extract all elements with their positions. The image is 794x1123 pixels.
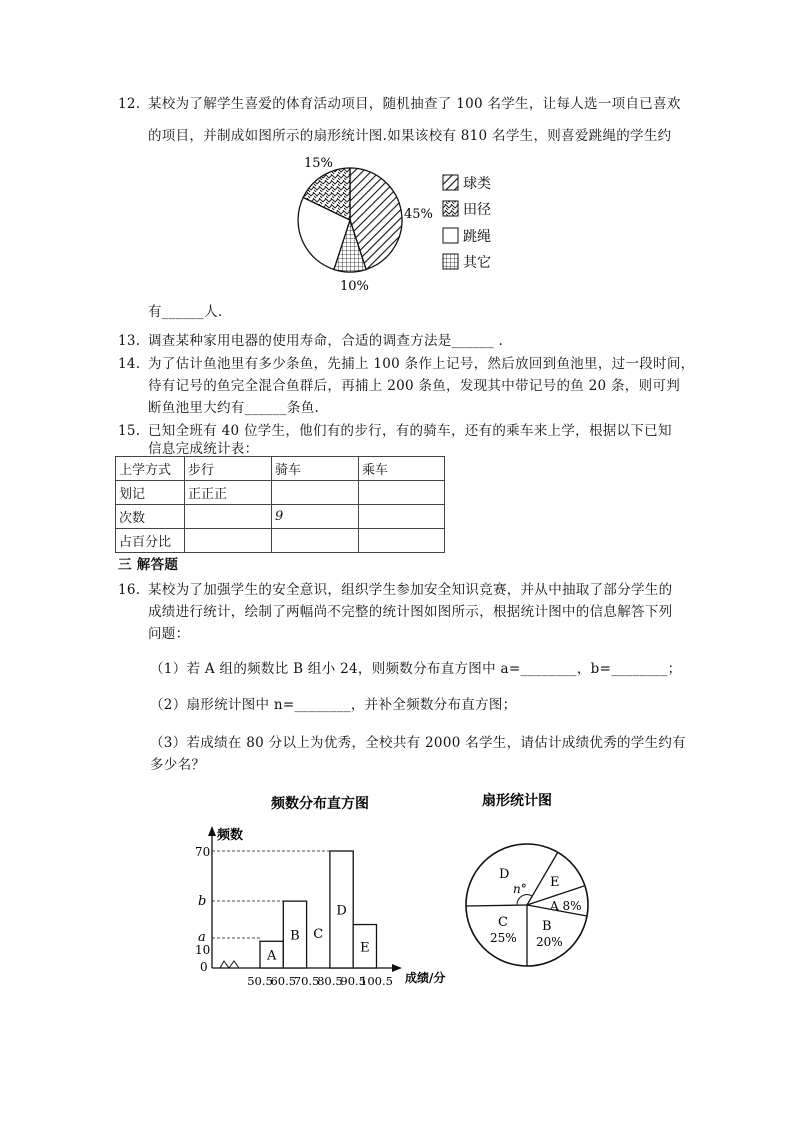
legend-label-other: 其它 — [463, 255, 491, 271]
x-axis-label: 成绩/分 — [405, 971, 446, 985]
table-cell — [359, 529, 445, 553]
table-cell: 划记 — [116, 481, 185, 505]
q14-line-2: 待有记号的鱼完全混合鱼群后，再捕上 200 条鱼，发现其中带记号的鱼 20 条，则可判 — [148, 378, 681, 394]
table-cell — [359, 505, 445, 529]
table-cell: 次数 — [116, 505, 185, 529]
table-row — [116, 481, 445, 505]
q14-number: 14. — [118, 356, 141, 372]
pie-label-45: 45% — [404, 207, 433, 222]
table-cell — [359, 481, 445, 505]
x-tick-label: 90.5 — [340, 974, 367, 988]
q13-number: 13. — [118, 333, 141, 349]
q14-line-3: 断鱼池里大约有______条鱼. — [148, 400, 320, 416]
x-tick-label: 80.5 — [317, 974, 343, 988]
x-axis-break — [220, 961, 239, 968]
pie2-label-B-pct: 20% — [536, 935, 563, 949]
histogram-bar-label-C: C — [313, 927, 324, 942]
q12-line-2: 的项目，并制成如图所示的扇形统计图.如果该校有 810 名学生，则喜爱跳绳的学生约 — [148, 128, 672, 144]
table-cell — [272, 481, 359, 505]
pie-label-10: 10% — [340, 279, 369, 294]
frequency-histogram — [190, 790, 465, 990]
table-cell — [185, 529, 272, 553]
q12-line-3: 有______人. — [148, 304, 223, 320]
table-cell: 正正正 — [185, 481, 272, 505]
pie-label-15: 15% — [304, 156, 333, 171]
q15-line-2: 信息完成统计表： — [148, 441, 259, 457]
x-tick-label: 60.5 — [270, 974, 297, 988]
histogram-bar-label-E: E — [360, 940, 370, 956]
pie2-label-C-pct: 25% — [490, 931, 517, 945]
legend-label-track: 田径 — [463, 202, 491, 218]
y-axis-arrow — [208, 826, 216, 836]
y-axis-label: 频数 — [217, 828, 244, 843]
q16-line-3: 问题： — [148, 626, 190, 642]
table-cell: 上学方式 — [116, 457, 185, 481]
q15-number: 15. — [118, 423, 141, 439]
q16-number: 16. — [118, 582, 141, 598]
histogram-bar-label-A: A — [266, 948, 277, 964]
y-tick-b: b — [198, 894, 207, 909]
legend-swatch-ball — [443, 175, 458, 190]
x-tick-label: 70.5 — [293, 974, 320, 988]
x-axis-arrow — [392, 964, 402, 972]
table-cell: 步行 — [185, 457, 272, 481]
histogram-bar-label-D: D — [336, 903, 347, 919]
table-cell: 9 — [272, 505, 359, 529]
table-cell — [272, 529, 359, 553]
q16-part-1: （1）若 A 组的频数比 B 组小 24，则频数分布直方图中 a=________，b=________； — [150, 661, 682, 677]
q12-number: 12. — [118, 96, 141, 112]
q14-line-1: 为了估计鱼池里有多少条鱼，先捕上 100 条作上记号，然后放回到鱼池里，过一段时间， — [148, 356, 695, 372]
y-tick-a: a — [198, 930, 206, 945]
section-heading: 三 解答题 — [118, 557, 179, 573]
q12-line-1: 某校为了解学生喜爱的体育活动项目，随机抽查了 100 名学生，让每人选一项自已喜欢 — [148, 96, 681, 112]
legend-swatch-track — [443, 201, 458, 216]
y-tick-0: 0 — [200, 960, 208, 974]
pie2-label-n: n° — [513, 882, 527, 896]
pie2-label-D: D — [499, 867, 510, 882]
table-cell: 乘车 — [359, 457, 445, 481]
histogram-title: 频数分布直方图 — [271, 796, 369, 812]
table-row — [116, 457, 445, 481]
y-tick-70: 70 — [195, 845, 211, 859]
pie2-label-C: C — [498, 915, 508, 930]
q16-part-3-line-2: 多少名？ — [150, 757, 206, 773]
q16-part-3-line-1: （3）若成绩在 80 分以上为优秀，全校共有 2000 名学生，请估计成绩优秀的学生约有 — [150, 735, 686, 751]
x-tick-label: 50.5 — [247, 974, 273, 988]
sector-pie-chart — [455, 785, 605, 985]
pie-chart-sports — [290, 150, 520, 295]
pie2-title: 扇形统计图 — [482, 793, 552, 809]
legend-label-ball: 球类 — [463, 176, 491, 192]
pie2-label-A: A 8% — [550, 899, 582, 913]
legend-label-rope: 跳绳 — [463, 229, 491, 245]
legend-swatch-rope — [443, 228, 458, 243]
q16-line-2: 成绩进行统计，绘制了两幅尚不完整的统计图如图所示，根据统计图中的信息解答下列 — [148, 604, 673, 620]
q15-line-1: 已知全班有 40 位学生，他们有的步行，有的骑车，还有的乘车来上学，根据以下已知 — [148, 423, 672, 439]
table-cell — [185, 505, 272, 529]
y-tick-10: 10 — [195, 943, 211, 957]
transport-stat-table — [115, 456, 445, 553]
legend-swatch-other — [443, 254, 458, 269]
histogram-bar-label-B: B — [290, 928, 300, 944]
table-cell: 占百分比 — [116, 529, 185, 553]
x-tick-label: 100.5 — [360, 974, 393, 988]
q16-part-2: （2）扇形统计图中 n=________，并补全频数分布直方图； — [150, 697, 517, 713]
table-row — [116, 505, 445, 529]
q13-text: 调查某种家用电器的使用寿命，合适的调查方法是______ . — [148, 333, 504, 349]
pie2-label-B: B — [542, 919, 552, 934]
q16-line-1: 某校为了加强学生的安全意识，组织学生参加安全知识竞赛，并从中抽取了部分学生的 — [148, 582, 673, 598]
table-cell: 骑车 — [272, 457, 359, 481]
pie2-label-E: E — [550, 875, 560, 890]
table-row — [116, 529, 445, 553]
